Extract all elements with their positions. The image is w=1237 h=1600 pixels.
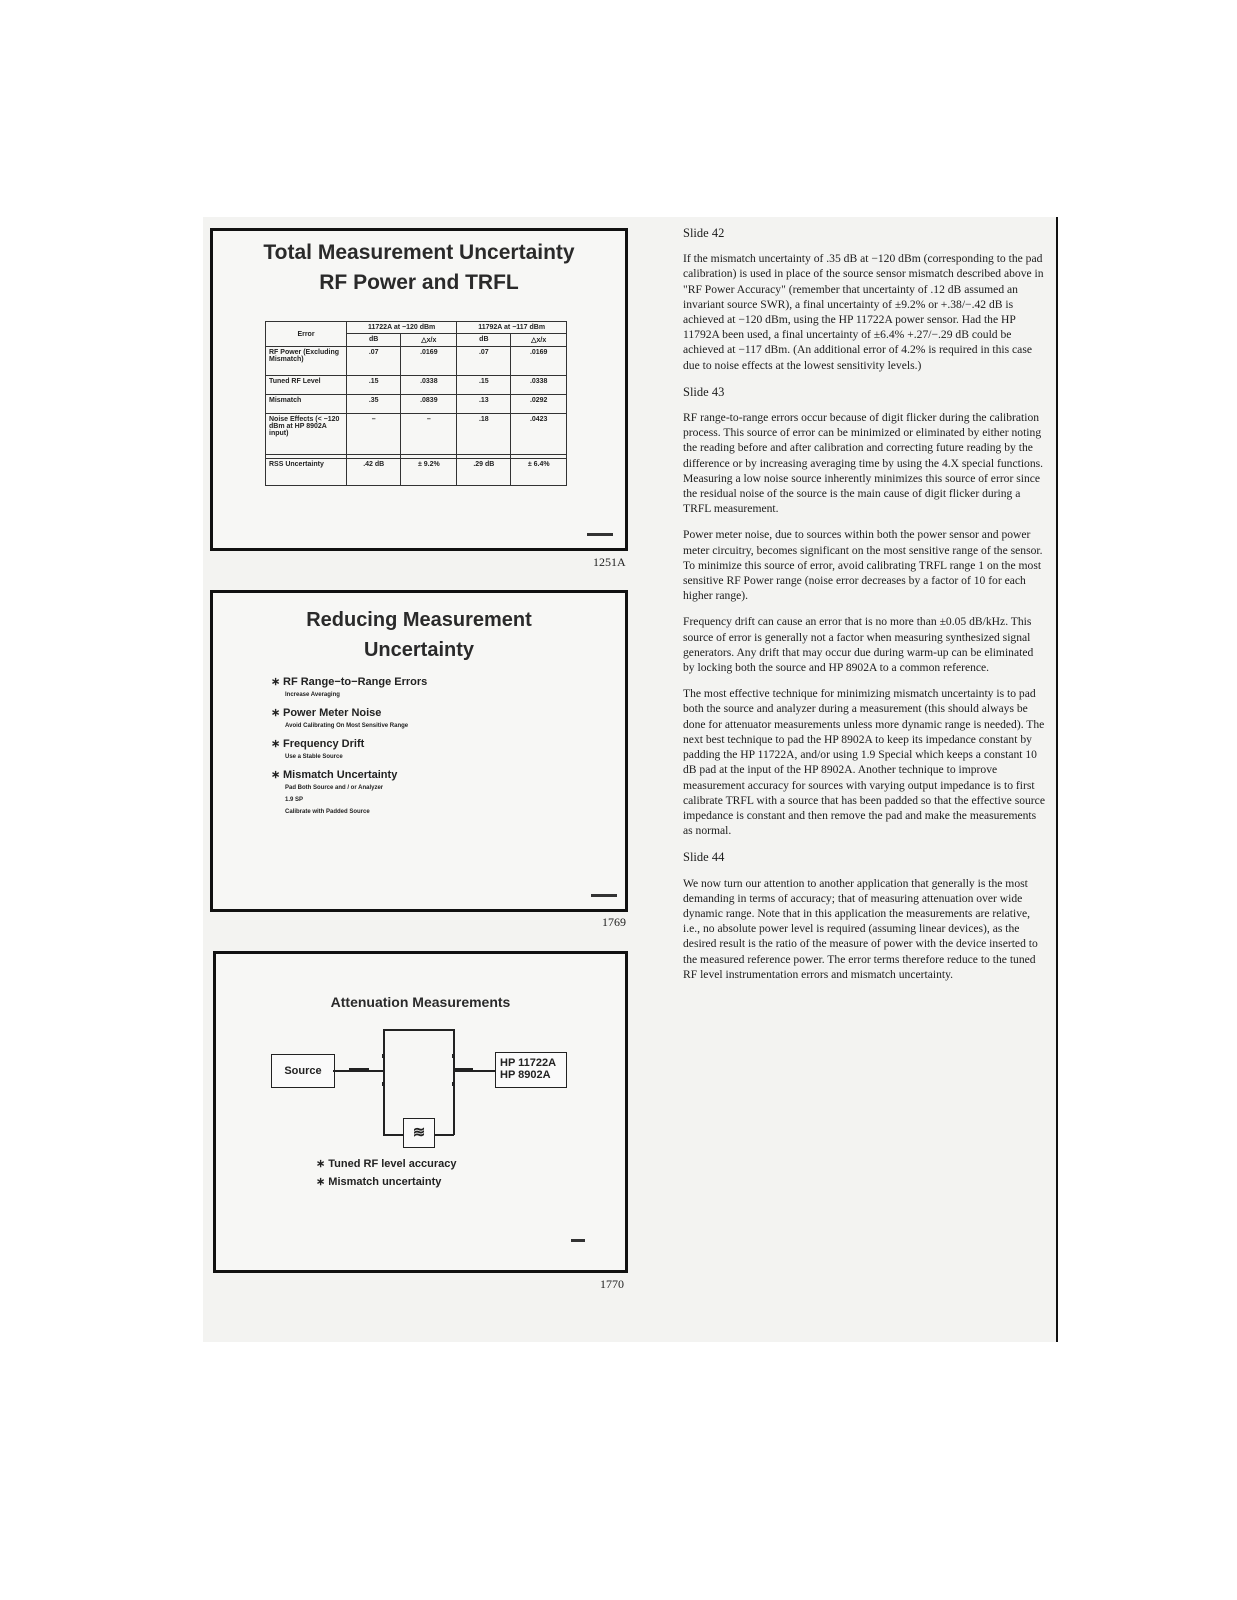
item-heading: Power Meter Noise — [283, 707, 382, 719]
slide3-number: 1770 — [600, 1277, 624, 1291]
cell: – — [401, 414, 457, 455]
list-item — [271, 675, 427, 700]
row-label: Noise Effects (< −120 dBm at HP 8902A input) — [266, 414, 347, 455]
paragraph: Frequency drift can cause an error that is no more than ±0.05 dB/kHz. This source of error is generally not a factor when measuring synthesized signal generators. Any drift that may occur due during warm-up can be eliminated by locking both the source and HP 8902A to a common reference. — [683, 615, 1034, 675]
item-detail: Calibrate with Padded Source — [285, 809, 370, 815]
reduction-list — [271, 675, 427, 823]
cell: .29 dB — [457, 459, 511, 486]
table-subheader-delta: △x/x — [511, 334, 567, 347]
cell: .0169 — [401, 347, 457, 376]
paragraph: RF range-to-range errors occur because of digit flicker during the calibration process. This source of error can be minimized or eliminated by either noting the reading before and after calibration and correcting future reading by the difference or by increasing averaging time by using the 4.X special functions. Measuring a low noise source inherently minimizes this source of error since the residual noise of the source is the main cause of digit flicker during a TRFL measurement. — [683, 411, 1044, 516]
item-detail: Avoid Calibrating On Most Sensitive Range — [285, 723, 409, 729]
cell: .15 — [457, 376, 511, 395]
cell: .0338 — [401, 376, 457, 395]
cell: .0292 — [511, 395, 567, 414]
row-label: RF Power (Excluding Mismatch) — [266, 347, 347, 376]
slide-total-uncertainty — [210, 228, 628, 551]
table-row-total — [266, 459, 567, 486]
slide-credit-mark — [571, 1239, 585, 1242]
table-row — [266, 347, 567, 376]
uncertainty-table — [265, 321, 567, 486]
paragraph: The most effective technique for minimizing mismatch uncertainty is to pad both the source and analyzer during a measurement (this should always be done for attenuator measurements unless more dynamic range is needed). The next best technique to pad the HP 8902A to keep its impedance constant by padding the HP 11722A, and/or using 1.9 Special which keeps a constant 10 dB pad at the input of the HP 8902A. Another technique to improve measurement accuracy for sources with varying output impedance is to first calibrate TRFL with a source that has been padded so that the effective source impedance is constant and then remove the pad and make the measurements as normal. — [683, 687, 1045, 838]
slide2-number: 1769 — [602, 915, 626, 929]
page-edge-rule — [1056, 217, 1058, 1342]
slide3-bullet: ∗ Mismatch uncertainty — [316, 1176, 442, 1188]
row-label: Mismatch — [266, 395, 347, 414]
slide3-title: Attenuation Measurements — [330, 994, 511, 1010]
table-subheader-db: dB — [347, 334, 401, 347]
item-heading: RF Range−to−Range Errors — [283, 676, 428, 688]
commentary-column — [683, 222, 1045, 994]
table-header-group2: 11792A at −117 dBm — [457, 322, 567, 334]
cell: .35 — [347, 395, 401, 414]
table-header-group1: 11722A at −120 dBm — [347, 322, 457, 334]
table-row — [266, 414, 567, 455]
list-item — [271, 768, 427, 817]
cell: – — [347, 414, 401, 455]
cell: .07 — [347, 347, 401, 376]
slide-credit-mark — [591, 894, 617, 897]
source-box — [271, 1054, 335, 1088]
slide44-notes — [683, 850, 1045, 982]
cell: ± 9.2% — [401, 459, 457, 486]
cell: .13 — [457, 395, 511, 414]
row-label: Tuned RF Level — [266, 376, 347, 395]
slide2-title-line2: Uncertainty — [363, 639, 475, 661]
slide1-title-line1: Total Measurement Uncertainty — [263, 241, 575, 264]
cell: .0839 — [401, 395, 457, 414]
asterisk-bullet-icon: ∗ — [271, 769, 281, 781]
table-header-error: Error — [266, 322, 347, 347]
paragraph: If the mismatch uncertainty of .35 dB at −120 dBm (corresponding to the pad calibration) is used in place of the source sensor mismatch described above in "RF Power Accuracy" (remember that uncertainty of .12 dB assumed an invariant source SWR), a final uncertainty of ±9.2% or +.38/−.42 dB is achieved at −120 dBm, using the HP 11722A power sensor. Had the HP 11792A been used, a final uncertainty of ±6.4% +.27/−.29 dB could be achieved at −117 dBm. (An additional error of 4.2% is required in this case due to noise effects at the lowest sensitivity levels.) — [683, 252, 1044, 372]
cell: .15 — [347, 376, 401, 395]
slide-attenuation — [213, 951, 628, 1273]
slide43-notes — [683, 385, 1045, 838]
bullet-text: Mismatch uncertainty — [328, 1176, 442, 1188]
table-row — [266, 395, 567, 414]
item-detail: Pad Both Source and / or Analyzer — [285, 785, 384, 791]
item-detail: Increase Averaging — [285, 692, 340, 698]
slide-credit-mark — [587, 533, 613, 536]
cell: .0423 — [511, 414, 567, 455]
list-item — [271, 706, 427, 731]
attenuator-icon: ≋ — [412, 1124, 426, 1141]
asterisk-bullet-icon: ∗ — [271, 738, 281, 750]
analyzer-label-1: HP 11722A — [500, 1057, 557, 1069]
item-detail: Use a Stable Source — [285, 754, 343, 760]
table-row — [266, 376, 567, 395]
bullet-text: Tuned RF level accuracy — [328, 1158, 457, 1170]
paragraph: Power meter noise, due to sources within both the power sensor and power meter circuitry, becomes significant on the most sensitive range of the sensor. To minimize this source of error, avoid calibrating TRFL range 1 on the most sensitive RF Power range (noise error decreases by a factor of 10 for each higher range). — [683, 528, 1043, 603]
slide42-notes — [683, 226, 1045, 373]
item-heading: Mismatch Uncertainty — [283, 769, 398, 781]
item-detail: 1.9 SP — [285, 797, 304, 803]
item-heading: Frequency Drift — [283, 738, 365, 750]
cell: .0169 — [511, 347, 567, 376]
analyzer-box — [495, 1052, 567, 1088]
slide42-heading: Slide 42 — [683, 226, 725, 240]
cell: .42 dB — [347, 459, 401, 486]
paragraph: We now turn our attention to another application that generally is the most demanding in terms of accuracy; that of measuring attenuation over wide dynamic range. Note that in this application the measurements are relative, i.e., no absolute power level is required (assuming linear devices), as the desired result is the ratio of the measure of power with the device inserted to the measured reference power. The error terms therefore reduce to the tuned RF level instrumentation errors and mismatch uncertainty. — [683, 876, 1038, 981]
analyzer-label-2: HP 8902A — [500, 1069, 551, 1081]
table-subheader-delta: △x/x — [401, 334, 457, 347]
slide-reducing-uncertainty — [210, 590, 628, 912]
cell: ± 6.4% — [511, 459, 567, 486]
cell: .0338 — [511, 376, 567, 395]
row-label: RSS Uncertainty — [266, 459, 347, 486]
slide43-heading: Slide 43 — [683, 384, 725, 399]
slide2-title-line1: Reducing Measurement — [306, 609, 532, 631]
cell: .07 — [457, 347, 511, 376]
slide1-title-line2: RF Power and TRFL — [319, 271, 519, 294]
cell: .18 — [457, 414, 511, 455]
slide3-bullet: ∗ Tuned RF level accuracy — [316, 1158, 457, 1170]
slide1-number: 1251A — [593, 555, 626, 569]
table-subheader-db: dB — [457, 334, 511, 347]
asterisk-bullet-icon: ∗ — [271, 676, 281, 688]
list-item — [271, 737, 427, 762]
attenuator-device-box — [403, 1118, 435, 1148]
slide44-heading: Slide 44 — [683, 850, 725, 865]
asterisk-bullet-icon: ∗ — [271, 707, 281, 719]
source-label: Source — [284, 1065, 322, 1077]
